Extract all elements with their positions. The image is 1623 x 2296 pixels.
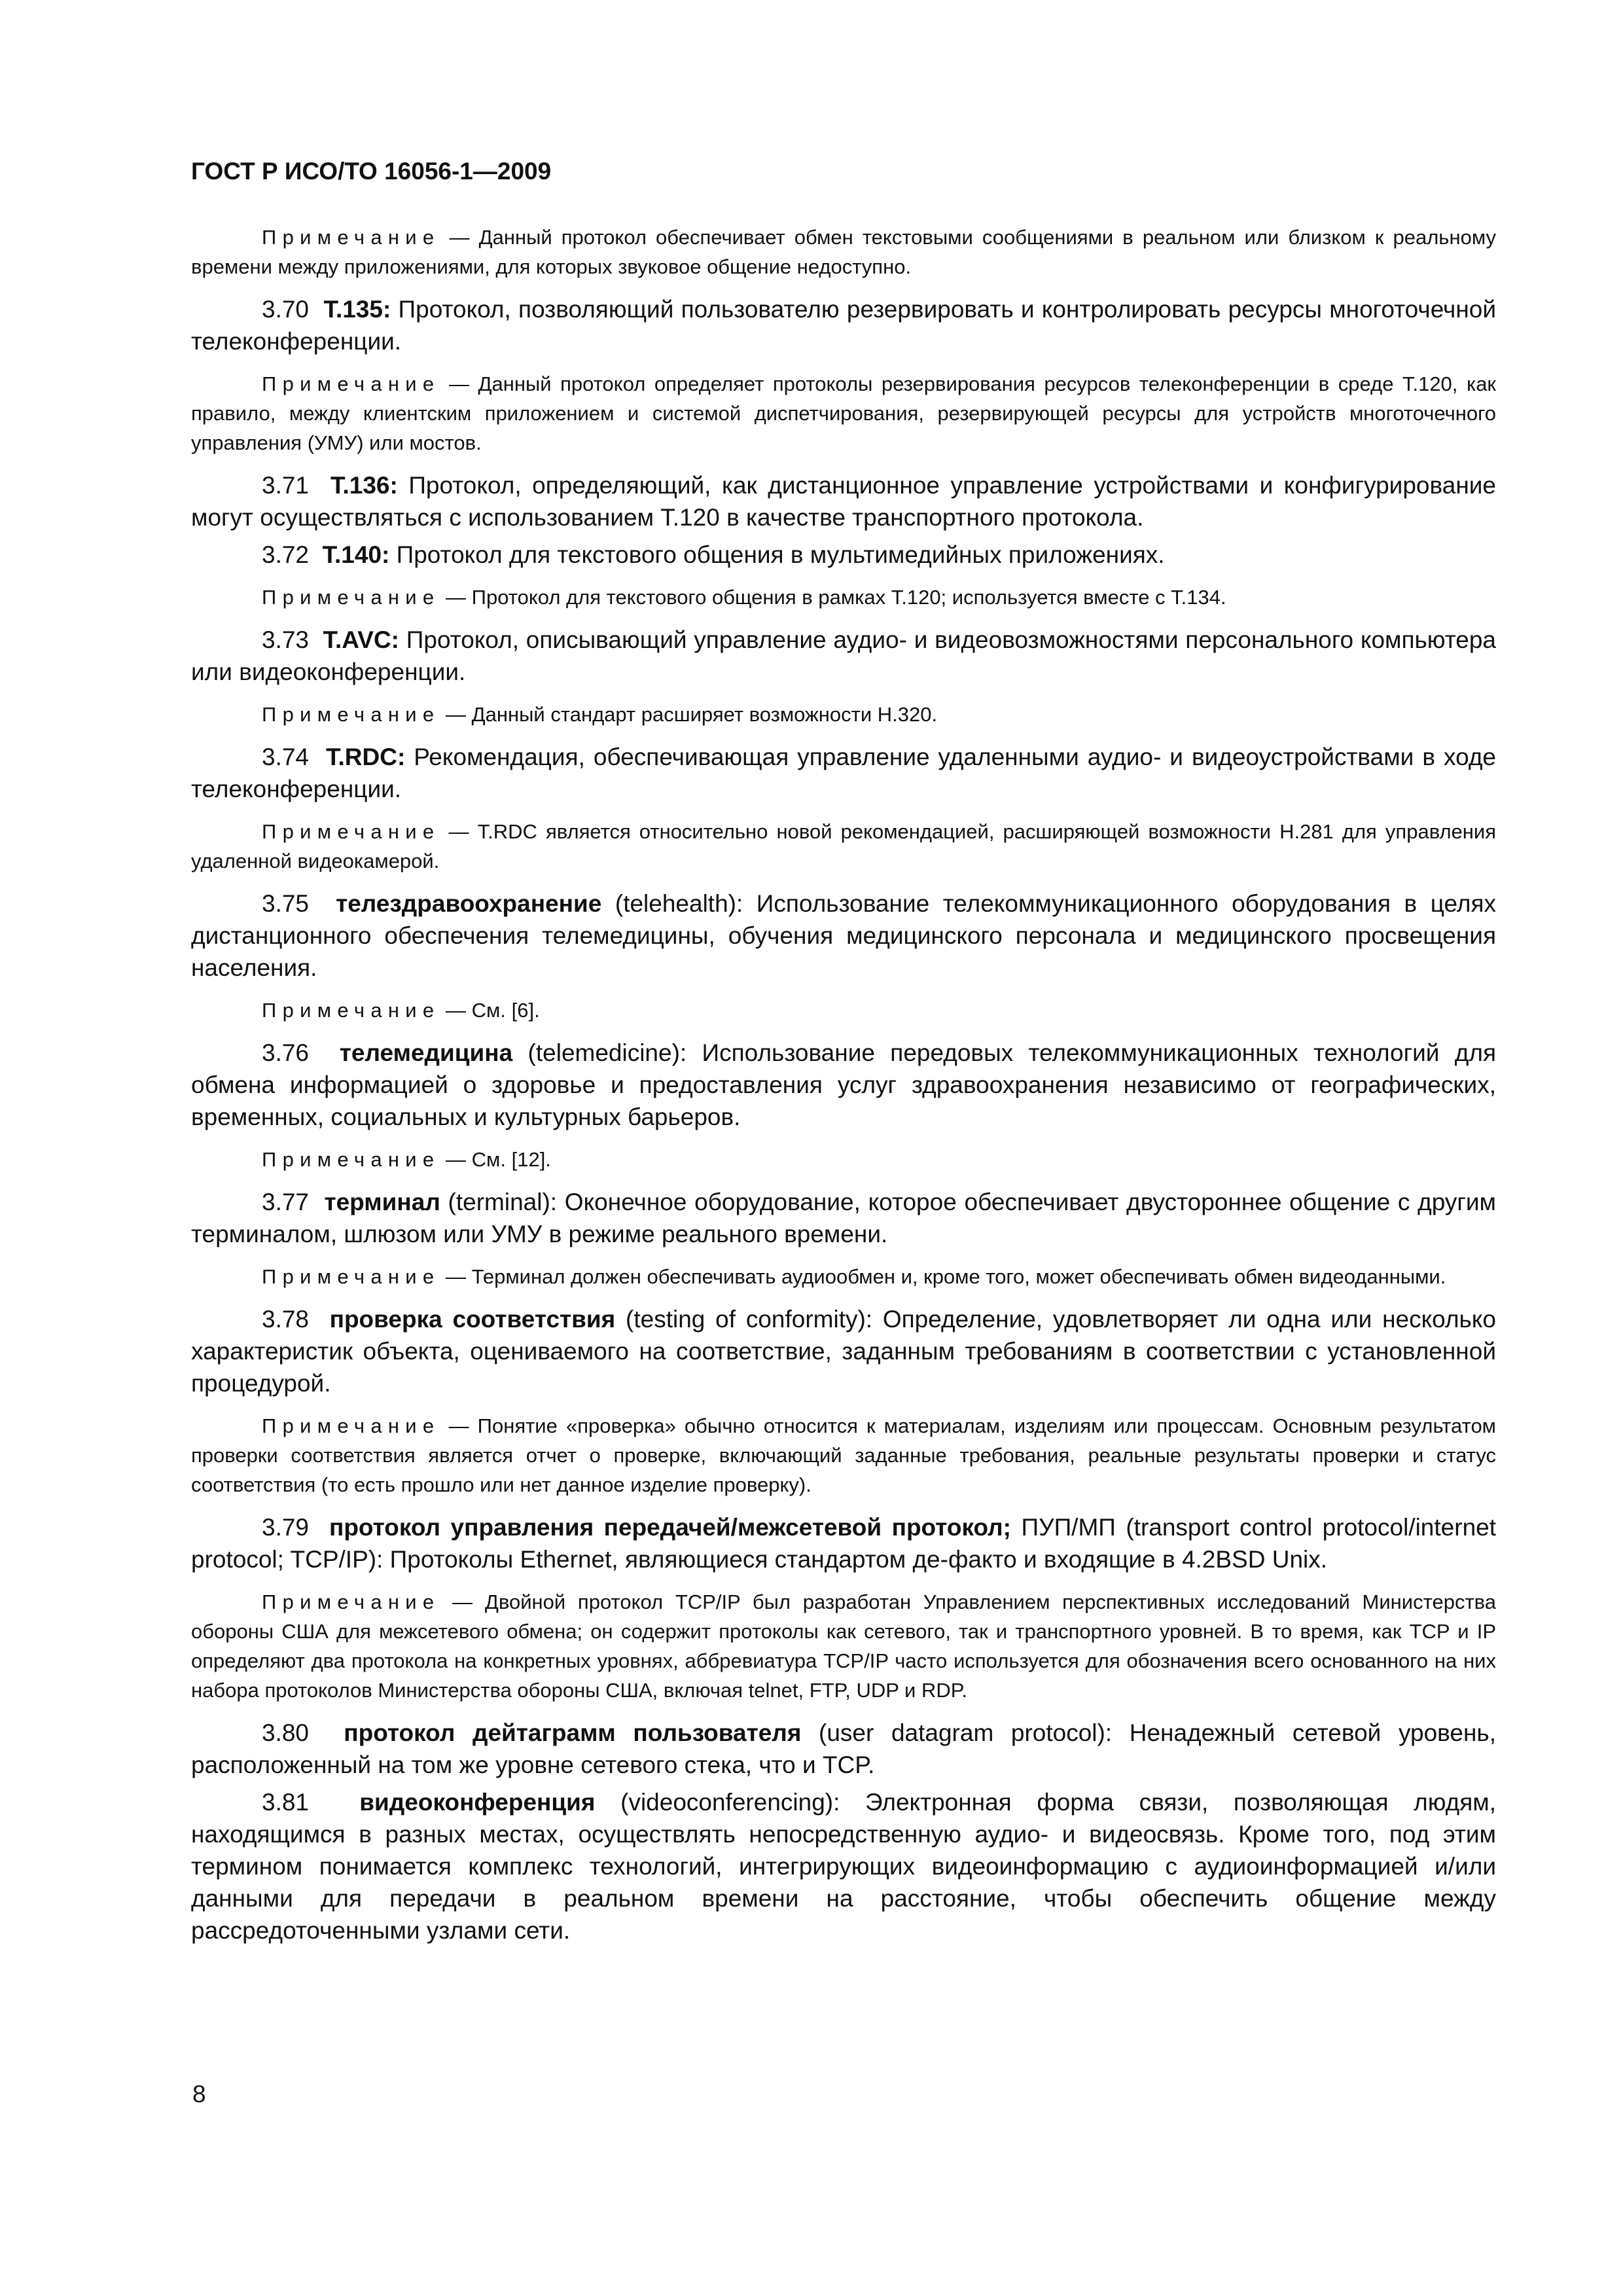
entry-3-76 (191, 1037, 1496, 1133)
entry-term: видеоконференция (359, 1789, 596, 1816)
entry-text: (testing of conformity): Определение, удовлетворяет ли одна или несколько характеристик объекта, оцениваемого на соответствие, заданным требованиям в соответствии с установленной процедурой. (191, 1306, 1496, 1397)
entry-3-78 (191, 1303, 1496, 1399)
entry-number: 3.72 (262, 541, 310, 568)
entry-3-81 (191, 1786, 1496, 1946)
note-paragraph: Примечание — Двойной протокол TCP/IP был разработан Управлением перспективных исследований Министерства обороны США для межсетевого обмена; он содержит протоколы как сетевого, так и транспортного уровней. В то время, как TCP и IP определяют два протокола на конкретных уровнях, аббревиатура TCP/IP часто используется для обозначения всего основанного на них набора протоколов Министерства обороны США, включая telnet, FTP, UDP и RDP. (191, 1590, 1497, 1702)
entry-text: (terminal): Оконечное оборудование, которое обеспечивает двустороннее общение с другим терминалом, шлюзом или УМУ в режиме реального времени. (191, 1189, 1496, 1247)
entry-term: Т.140: (322, 541, 390, 568)
note-paragraph: Примечание — Терминал должен обеспечивать аудиообмен и, кроме того, может обеспечивать обмен видеоданными. (262, 1265, 1446, 1288)
entry-term: проверка соответствия (329, 1306, 616, 1333)
entry-term: T.AVC: (323, 626, 400, 653)
entry-term: терминал (324, 1189, 440, 1215)
document-page (191, 157, 1496, 1952)
entry-number: 3.80 (262, 1719, 310, 1746)
note-label: Примечание (262, 999, 440, 1022)
entry-3-74 (191, 741, 1496, 805)
note-paragraph: Примечание — Данный стандарт расширяет возможности Н.320. (262, 703, 938, 726)
note-label: Примечание (262, 586, 440, 609)
entry-number: 3.77 (262, 1189, 310, 1215)
entry-number: 3.70 (262, 296, 310, 323)
page-number: 8 (192, 2081, 206, 2108)
note-label: Примечание (262, 226, 440, 249)
entry-term: T.RDC: (326, 744, 406, 770)
entry-text: (user datagram protocol): Ненадежный сетевой уровень, расположенный на том же уровне сетевого стека, что и TCP. (191, 1719, 1496, 1778)
entry-3-77 (191, 1186, 1496, 1250)
note-label: Примечание (262, 372, 440, 395)
entry-text: (videoconferencing): Электронная форма связи, позволяющая людям, находящимся в разных местах, осуществлять непосредственную аудио- и видеосвязь. Кроме того, под этим термином понимается комплекс технологий, интегрирующих видеоинформацию с аудиоинформацией и/или данными для передачи в реальном времени на расстояние, чтобы обеспечить общение между рассредоточенными узлами сети. (191, 1789, 1496, 1944)
entry-term: протокол управления передачей/межсетевой протокол; (329, 1514, 1012, 1541)
entry-number: 3.75 (262, 890, 310, 917)
note-label: Примечание (262, 820, 440, 843)
note-text: Понятие «проверка» обычно относится к материалам, изделиям или процессам. Основным результатом проверки соответствия является отчет о проверке, включающий заданные требования, реальные результаты проверки и статус соответствия (то есть прошло или нет данное изделие проверку). (191, 1414, 1496, 1496)
entry-3-80 (191, 1717, 1496, 1781)
entry-number: 3.74 (262, 744, 310, 770)
note-text: Данный стандарт расширяет возможности Н.320. (471, 703, 938, 726)
note-text: См. [6]. (471, 999, 540, 1022)
entry-number: 3.79 (262, 1514, 310, 1541)
entry-number: 3.73 (262, 626, 310, 653)
note-paragraph: Примечание — Данный протокол обеспечивает обмен текстовыми сообщениями в реальном или близком к реальному времени между приложениями, для которых звуковое общение недоступно. (191, 226, 1496, 278)
document-header: ГОСТ Р ИСО/ТО 16056-1—2009 (191, 158, 552, 185)
note-text: Данный протокол определяет протоколы резервирования ресурсов телеконференции в среде Т.120, как правило, между клиентским приложением и системой диспетчирования, резервирующей ресурсы для устройств многоточечного управления (УМУ) или мостов. (191, 372, 1496, 454)
note-text: Данный протокол обеспечивает обмен текстовыми сообщениями в реальном или близком к реальному времени между приложениями, для которых звуковое общение недоступно. (191, 226, 1496, 278)
entry-3-70 (191, 293, 1496, 357)
entry-text: (telehealth): Использование телекоммуникационного оборудования в целях дистанционного обеспечения телемедицины, обучения медицинского персонала и медицинского просвещения населения. (191, 890, 1496, 981)
entry-3-73 (191, 624, 1496, 688)
entry-number: 3.76 (262, 1039, 310, 1066)
entry-text: Рекомендация, обеспечивающая управление удаленными аудио- и видеоустройствами в ходе телеконференции. (191, 744, 1496, 802)
entry-text: Протокол, определяющий, как дистанционное управление устройствами и конфигурирование могут осуществляться с использованием Т.120 в качестве транспортного протокола. (191, 472, 1496, 531)
note-label: Примечание (262, 703, 440, 726)
note-paragraph: Примечание — Протокол для текстового общения в рамках Т.120; используется вместе с Т.134. (262, 586, 1226, 609)
note-text: Терминал должен обеспечивать аудиообмен и, кроме того, может обеспечивать обмен видеоданными. (471, 1265, 1446, 1288)
entry-term: протокол дейтаграмм пользователя (344, 1719, 802, 1746)
note-paragraph: Примечание — См. [12]. (262, 1148, 551, 1171)
entry-text: Протокол, позволяющий пользователю резервировать и контролировать ресурсы многоточечной телеконференции. (191, 296, 1497, 355)
note-label: Примечание (262, 1590, 440, 1613)
entry-3-72 (191, 539, 1496, 571)
entry-3-79 (191, 1511, 1496, 1575)
entry-term: Т.136: (330, 472, 398, 499)
note-label: Примечание (262, 1148, 440, 1171)
entry-term: телемедицина (339, 1039, 513, 1066)
entry-3-71 (191, 469, 1496, 533)
entry-term: телездравоохранение (336, 890, 602, 917)
entry-text: Протокол для текстового общения в мультимедийных приложениях. (389, 541, 1165, 568)
note-label: Примечание (262, 1414, 440, 1437)
entry-text: ПУП/МП (transport control protocol/internet protocol; TCP/IP): Протоколы Ethernet, являющиеся стандартом де-факто и входящие в 4.2BSD Unix. (191, 1514, 1497, 1573)
entry-number: 3.71 (262, 472, 310, 499)
entry-3-75 (191, 888, 1496, 984)
entry-term: Т.135: (323, 296, 391, 323)
note-paragraph: Примечание — Понятие «проверка» обычно относится к материалам, изделиям или процессам. Основным результатом проверки соответствия является отчет о проверке, включающий заданные требования, реальные результаты проверки и статус соответствия (то есть прошло или нет данное изделие проверку). (191, 1414, 1496, 1496)
note-text: См. [12]. (471, 1148, 551, 1171)
entry-number: 3.78 (262, 1306, 310, 1333)
note-text: T.RDC является относительно новой рекомендацией, расширяющей возможности Н.281 для управления удаленной видеокамерой. (191, 820, 1496, 872)
note-paragraph: Примечание — Данный протокол определяет протоколы резервирования ресурсов телеконференции в среде Т.120, как правило, между клиентским приложением и системой диспетчирования, резервирующей ресурсы для устройств многоточечного управления (УМУ) или мостов. (191, 372, 1496, 454)
note-text: Двойной протокол TCP/IP был разработан Управлением перспективных исследований Министерства обороны США для межсетевого обмена; он содержит протоколы как сетевого, так и транспортного уровней. В то время, как TCP и IP определяют два протокола на конкретных уровнях, аббревиатура TCP/IP часто используется для обозначения всего основанного на них набора протоколов Министерства обороны США, включая telnet, FTP, UDP и RDP. (191, 1590, 1497, 1702)
note-paragraph: Примечание — T.RDC является относительно новой рекомендацией, расширяющей возможности Н.281 для управления удаленной видеокамерой. (191, 820, 1496, 872)
note-label: Примечание (262, 1265, 440, 1288)
note-paragraph: Примечание — См. [6]. (262, 999, 540, 1022)
note-text: Протокол для текстового общения в рамках Т.120; используется вместе с Т.134. (471, 586, 1226, 609)
entry-number: 3.81 (262, 1789, 310, 1816)
entry-text: Протокол, описывающий управление аудио- и видеовозможностями персонального компьютера или видеоконференции. (191, 626, 1496, 685)
entry-text: (telemedicine): Использование передовых телекоммуникационных технологий для обмена информацией о здоровье и предоставления услуг здравоохранения независимо от географических, временных, социальных и культурных барьеров. (191, 1039, 1497, 1130)
